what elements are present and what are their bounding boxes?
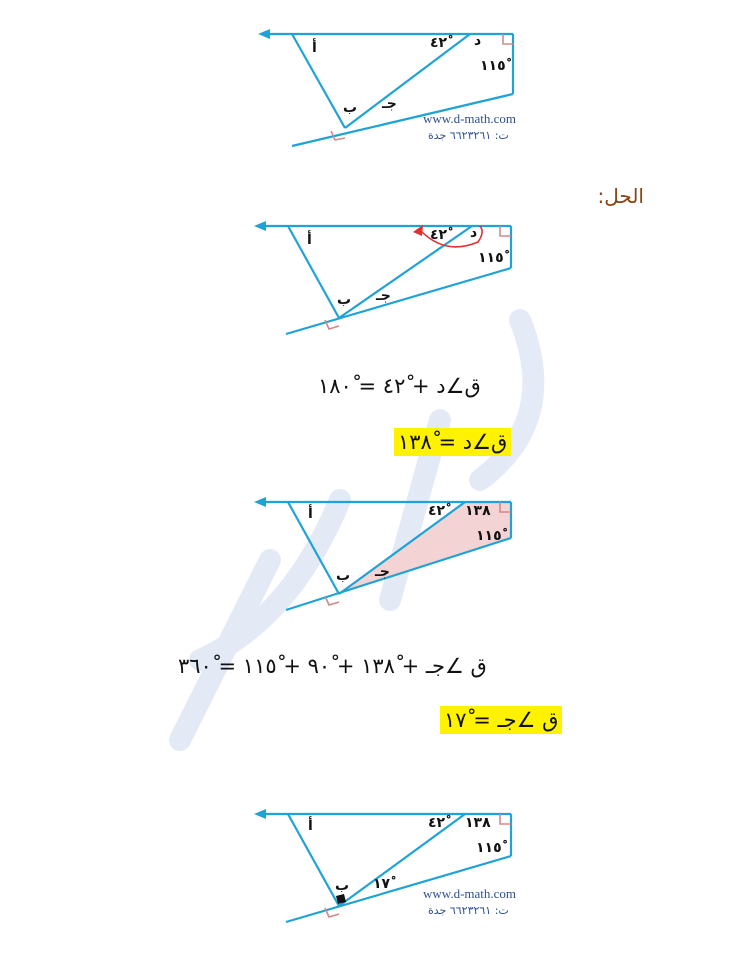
label-42: ٤٢ْ [428, 815, 446, 831]
label-dal: د [470, 225, 478, 241]
equation-3-text: ق ∠جـ + ١٣٨ْ + ٩٠ْ + ١١٥ْ = ٣٦٠ْ [178, 654, 487, 678]
label-ba: ب [343, 100, 358, 116]
label-ba: ب [336, 568, 351, 584]
phone-text: ت: ٦٦٢٣٢٦١ جدة [428, 904, 509, 917]
figure-1 [0, 20, 756, 150]
equation-4-text: ق ∠جـ = ١٧ْ [440, 706, 562, 734]
label-42: ٤٢ْ [430, 35, 448, 51]
label-42: ٤٢ْ [428, 503, 446, 519]
site-text: www.d-math.com [423, 111, 517, 126]
equation-2-text: ق∠د = ١٣٨ْ [394, 428, 511, 456]
label-dal: د [474, 33, 482, 49]
site-text: www.d-math.com [423, 886, 517, 901]
equation-4 [440, 708, 562, 732]
label-138: ١٣٨ [465, 815, 491, 831]
figure-3 [0, 488, 756, 618]
label-jim: جـ [376, 288, 391, 304]
label-alef: أ [307, 232, 312, 248]
equation-1 [318, 374, 481, 398]
label-115: ١١٥ْ [480, 58, 506, 74]
label-jim: جـ [375, 564, 390, 580]
figure-4 [0, 800, 756, 930]
label-ba: ب [335, 878, 350, 894]
label-115: ١١٥ْ [476, 528, 502, 544]
label-17: ١٧ْ [373, 876, 391, 892]
equation-3 [178, 654, 487, 678]
label-115: ١١٥ْ [476, 840, 502, 856]
label-alef: أ [308, 818, 313, 834]
phone-text: ت: ٦٦٢٣٢٦١ جدة [428, 129, 509, 142]
figure-2 [0, 212, 756, 342]
equation-1-text: ق∠د + ٤٢ْ = ١٨٠ْ [318, 374, 481, 398]
label-jim: جـ [382, 96, 397, 112]
solution-heading: الحل: [597, 184, 644, 208]
label-115: ١١٥ْ [478, 250, 504, 266]
label-42: ٤٢ْ [430, 227, 448, 243]
label-ba: ب [337, 292, 352, 308]
label-138: ١٣٨ [465, 503, 491, 519]
equation-2 [394, 430, 511, 454]
label-alef: أ [308, 506, 313, 522]
label-alef: أ [312, 40, 317, 56]
